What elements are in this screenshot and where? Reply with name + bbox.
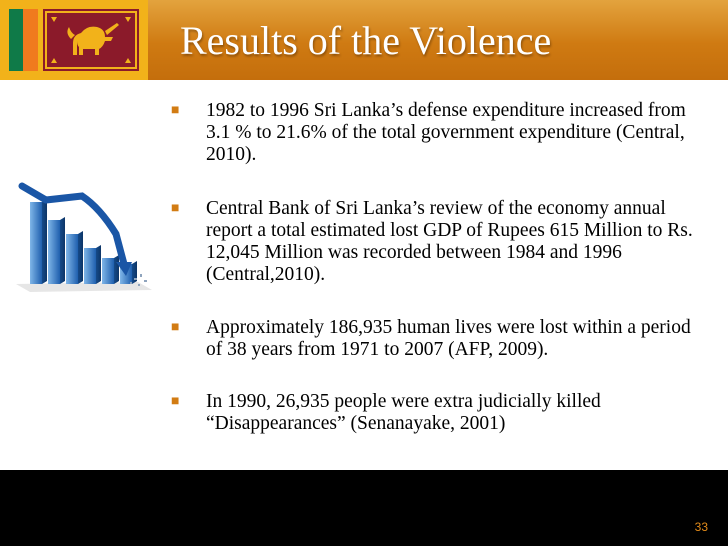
square-bullet-icon: ■: [171, 320, 180, 335]
flag-orange-stripe: [23, 9, 38, 71]
square-bullet-icon: ■: [171, 394, 180, 409]
sri-lanka-flag-icon: [0, 0, 148, 80]
page-number: 33: [694, 520, 708, 534]
slide-title: Results of the Violence: [180, 18, 552, 63]
square-bullet-icon: ■: [171, 103, 180, 118]
header-band: [0, 0, 728, 80]
declining-bar-chart-icon: [12, 178, 162, 298]
flag-green-stripe: [9, 9, 23, 71]
bullet-item: ■ Approximately 186,935 human lives were lost within a period of 38 years from 1971 to 2007 (AFP, 2009).: [171, 317, 691, 360]
footer-band: [0, 470, 728, 546]
bullet-item: ■ Central Bank of Sri Lanka’s review of the economy annual report a total estimated lost GDP of Rupees 615 Million to Rs. 12,045 Million was recorded between 1984 and 1996 (Central,2010).: [171, 198, 693, 285]
bullet-item: ■ 1982 to 1996 Sri Lanka’s defense expenditure increased from 3.1 % to 21.6% of the total government expenditure (Central, 2010).: [171, 100, 686, 165]
lion-icon: [43, 9, 139, 71]
bullet-item: ■ In 1990, 26,935 people were extra judicially killed “Disappearances” (Senanayake, 2001): [171, 391, 601, 434]
square-bullet-icon: ■: [171, 201, 180, 216]
